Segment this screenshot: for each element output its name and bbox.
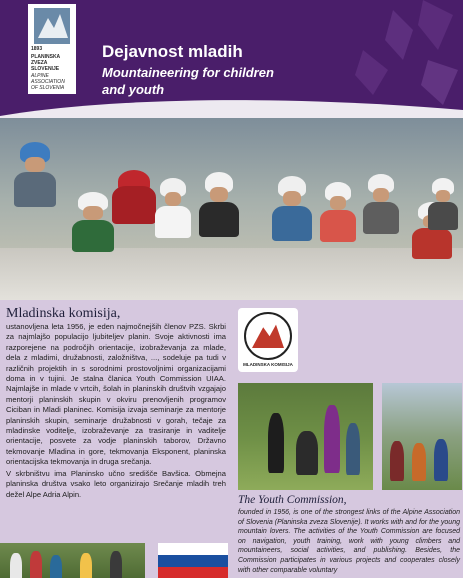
child-figure <box>160 178 186 224</box>
child-figure <box>325 182 351 228</box>
mountain-logo-icon <box>34 8 70 44</box>
backpack-figure <box>118 170 150 224</box>
logo-year: 1893 <box>31 46 43 52</box>
slovene-section-title: Mladinska komisija, <box>6 306 121 321</box>
slovene-paragraph: V skrbništvu ima Planinsko učno središče Bavšica. Obmejna planinska društva vsako leto organizirajo Srečanje mladih treh dežel Alpe Adria Alpin. <box>6 468 226 499</box>
logo-line: OF SLOVENIA <box>31 85 65 91</box>
child-figure <box>432 178 454 218</box>
rock-ledge <box>0 248 463 300</box>
child-figure <box>278 176 306 226</box>
slovene-paragraph: ustanovljena leta 1956, je eden najmočnejših členov PZS. Skrbi za najmlajšo populacijo ljubiteljev planin. Svoje aktivnosti ima razporejene na področjih orientacije, izobraževanja za mlade, dela z mladimi, družabnosti, založništva, ..., sodeluje pa tudi v različnih projektih in s sorodnimi prostovoljnimi organizacijami doma in v tujini. Je stalna članica Youth Commission UIAA. Najmlajše in mlade v vrtcih, šolah in planinskih društvih vzgajajo mentorji planinskih skupin v okviru prenovljenih programov Ciciban in Mladi planinec. Komisija izvaja seminarje za mentorje planinskih skupin, seminarje družabnosti v gorah, tečaje za mladinske voditelje, izobraževanje za trasiranje in vaditelje orientacije, posvete za vodje planinskih taborov, Državno tekmovanje Mladina in gore, tekmovanja Eksponent, planinska orientacijska tekmovanja in druga srečanja. <box>6 322 226 467</box>
decorative-leaf-shapes <box>333 0 463 110</box>
child-figure <box>205 172 233 222</box>
logo-line: ZVEZA <box>31 60 48 66</box>
child-figure <box>20 142 50 192</box>
child-figure <box>368 174 394 220</box>
logo-line: ASSOCIATION <box>31 79 65 85</box>
child-figure <box>78 192 108 238</box>
logo-line: ALPINE <box>31 73 49 79</box>
hero-photo <box>0 118 463 300</box>
header-band <box>0 0 463 118</box>
logo <box>28 4 76 94</box>
english-body: founded in 1956, is one of the strongest links of the Alpine Association of Slovenia (Planinska zveza Slovenije). It works with and for the young mountain lovers. The activities of the Youth Commission are focused on navigation, youth training, work with young climbers and mountaineers, social activities, and publishing. Besides, the Commission participates in various projects and cooperates closely with other comparable voluntary <box>238 509 460 574</box>
badge-label: MLADINSKA KOMISIJA <box>243 362 293 367</box>
group-photo-small <box>0 543 145 578</box>
slovene-body <box>6 322 226 501</box>
logo-line: PLANINSKA <box>31 54 61 60</box>
page-title: Dejavnost mladih <box>102 42 243 61</box>
youth-commission-badge <box>238 308 298 372</box>
group-photo <box>238 383 373 490</box>
header-wave <box>0 96 463 118</box>
logo-line: SLOVENIJE <box>31 66 60 72</box>
slovenian-flag-icon <box>158 543 228 578</box>
english-section-title: The Youth Commission, <box>238 494 347 506</box>
page-subtitle: Mountaineering for children and youth <box>102 65 274 97</box>
camp-photo <box>382 383 462 490</box>
